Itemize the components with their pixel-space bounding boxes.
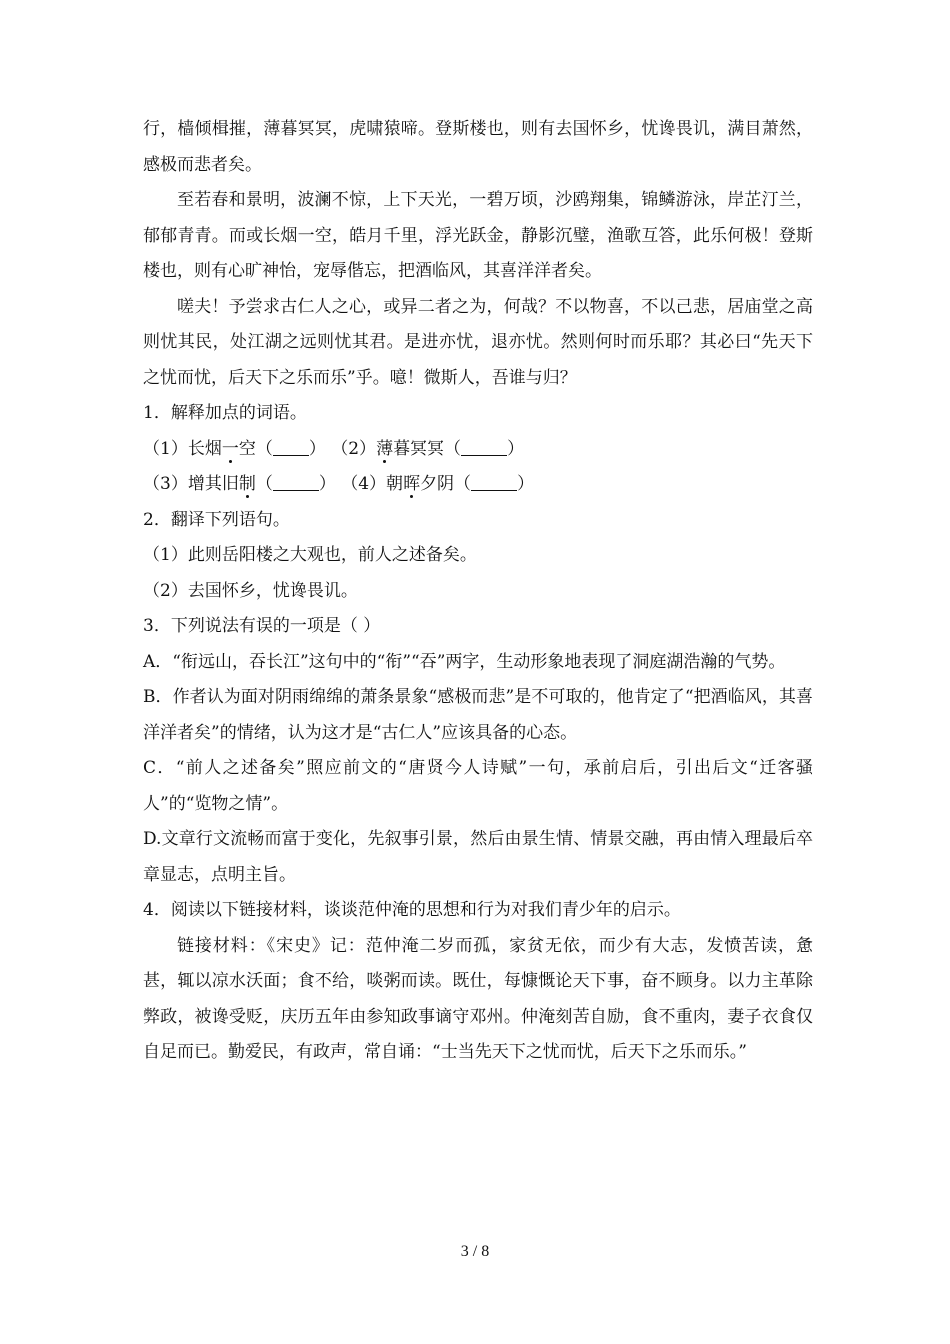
emphasis-dot-char: 晖 — [403, 474, 421, 494]
question-4-material: 链接材料：《宋史》记：范仲淹二岁而孤，家贫无依，而少有大志，发愤苦读，惫甚，辄以凉水沃面；食不给，啖粥而读。既仕，每慷慨论天下事，奋不顾身。以力主革除弊政，被谗受贬，庆历五年由参知政事谪守邓州。仲淹刻苦自励，食不重肉，妻子衣食仅自足而已。勤爱民，有政声，常自诵：“士当先天下之忧而忧，后天下之乐而乐。” — [143, 935, 813, 1062]
question-1-row-1 — [143, 432, 813, 468]
question-3-stem: 3．下列说法有误的一项是（ ） — [143, 616, 381, 636]
answer-blank[interactable] — [471, 470, 517, 491]
answer-blank[interactable] — [461, 435, 507, 456]
emphasis-dot-char: 薄 — [376, 438, 394, 459]
page-number: 3 / 8 — [460, 1243, 490, 1260]
emphasis-dot-char: 制 — [238, 474, 256, 494]
passage-paragraph-1: 行，樯倾楫摧，薄暮冥冥，虎啸猿啼。登斯楼也，则有去国怀乡，忧谗畏讥，满目萧然，感极而悲者矣。 — [143, 119, 813, 175]
answer-blank[interactable] — [273, 470, 319, 491]
answer-blank[interactable] — [273, 435, 309, 456]
document-page — [143, 112, 813, 1071]
q1-item-1: （1）长烟一空（ ） — [143, 439, 326, 459]
q1-item-3: （3）增其旧制（ ） — [143, 474, 336, 494]
passage-paragraph-3: 嗟夫！予尝求古仁人之心，或异二者之为，何哉？不以物喜，不以己悲，居庙堂之高则忧其民，处江湖之远则忧其君。是进亦忧，退亦忧。然则何时而乐耶？其必曰“先天下之忧而忧，后天下之乐而乐”乎。噫！微斯人，吾谁与归？ — [143, 296, 813, 388]
question-2-stem: 2．翻译下列语句。 — [143, 509, 290, 530]
question-3-option-d: D.文章行文流畅而富于变化，先叙事引景，然后由景生情、情景交融，再由情入理最后卒章显志，点明主旨。 — [143, 829, 813, 885]
question-1-stem: 1．解释加点的词语。 — [143, 403, 307, 423]
question-2-sentence-2: （2）去国怀乡，忧谗畏讥。 — [143, 580, 358, 601]
q1-item-2: （2）薄暮冥冥（ ） — [331, 439, 524, 459]
question-3-option-a: A．“衔远山，吞长江”这句中的“衔”“吞”两字，生动形象地表现了洞庭湖浩瀚的气势。 — [143, 651, 786, 672]
question-3-option-b: B．作者认为面对阴雨绵绵的萧条景象“感极而悲”是不可取的，他肯定了“把酒临风，其喜洋洋者矣”的情绪，认为这才是“古仁人”应该具备的心态。 — [143, 687, 813, 743]
question-1-row-2 — [143, 467, 813, 503]
question-2-sentence-1: （1）此则岳阳楼之大观也，前人之述备矣。 — [143, 545, 477, 565]
question-3-option-c: C．“前人之述备矣”照应前文的“唐贤今人诗赋”一句，承前启后，引出后文“迁客骚人”的“览物之情”。 — [143, 758, 813, 814]
question-4-stem: 4．阅读以下链接材料，谈谈范仲淹的思想和行为对我们青少年的启示。 — [143, 900, 681, 920]
q1-item-4: （4）朝晖夕阴（ ） — [341, 474, 534, 494]
emphasis-dot-char: 一 — [221, 438, 239, 459]
passage-paragraph-2: 至若春和景明，波澜不惊，上下天光，一碧万顷，沙鸥翔集，锦鳞游泳，岸芷汀兰，郁郁青青。而或长烟一空，皓月千里，浮光跃金，静影沉璧，渔歌互答，此乐何极！登斯楼也，则有心旷神怡，宠辱偕忘，把酒临风，其喜洋洋者矣。 — [143, 190, 813, 281]
